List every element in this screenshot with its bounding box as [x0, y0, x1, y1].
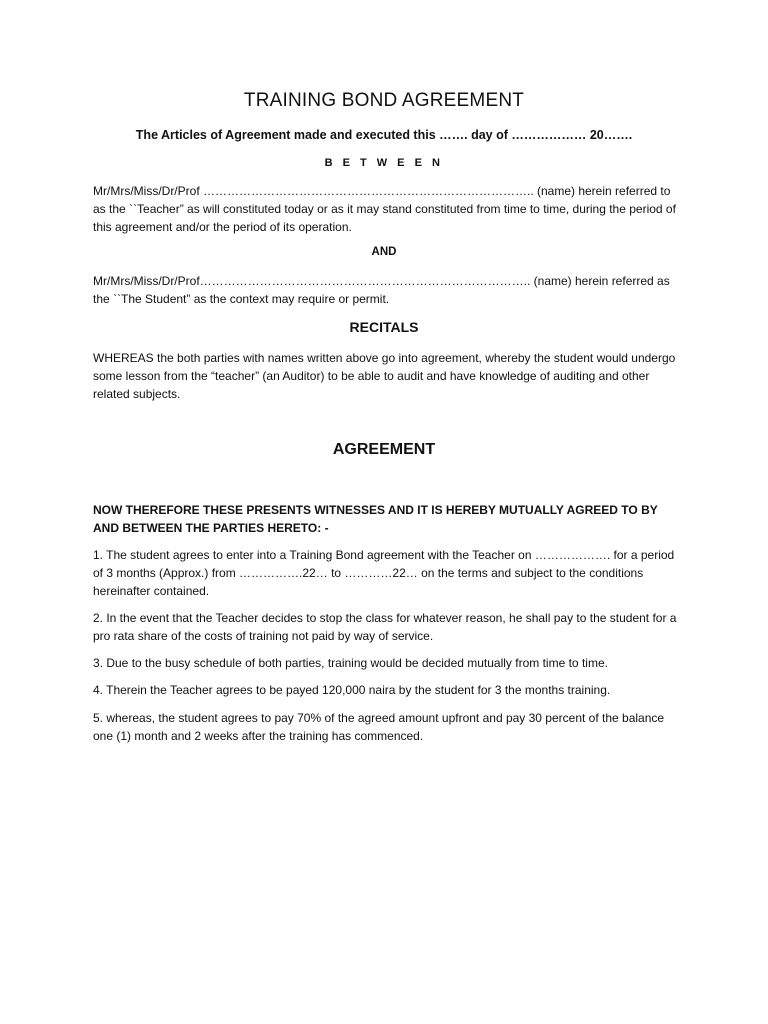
clause-1: 1. The student agrees to enter into a Training Bond agreement with the Teacher on ………………. for a period of 3 months (Approx.) from …………….22… to …………22… on the terms and subject to the conditions hereinafter contained. [93, 548, 675, 598]
witness-paragraph: NOW THEREFORE THESE PRESENTS WITNESSES AND IT IS HEREBY MUTUALLY AGREED TO BY AND BETWEEN THE PARTIES HERETO: - [93, 503, 658, 535]
recitals-heading: RECITALS [349, 319, 419, 335]
recitals-paragraph: WHEREAS the both parties with names written above go into agreement, whereby the student would undergo some lesson from the “teacher” (an Auditor) to be able to audit and have knowledge of auditing and other related subjects. [93, 351, 676, 401]
clause-3: 3. Due to the busy schedule of both parties, training would be decided mutually from time to time. [93, 656, 608, 670]
agreement-date-line: The Articles of Agreement made and executed this ……. day of ……………… 20……. [135, 128, 633, 142]
agreement-heading: AGREEMENT [332, 441, 436, 458]
between-heading: B E T W E E N [324, 157, 444, 169]
student-party-paragraph: Mr/Mrs/Miss/Dr/Prof……………………………………………………………………….. (name) herein referred as the ``The Student” as the context may require or permit. [93, 274, 670, 306]
clause-2: 2. In the event that the Teacher decides to stop the class for whatever reason, he shall pay to the student for a pro rata share of the costs of training not paid by way of service. [93, 611, 677, 643]
and-heading: AND [371, 246, 397, 258]
teacher-party-paragraph: Mr/Mrs/Miss/Dr/Prof ……………………………………………………………………….. (name) herein referred to as the ``Teacher” as will constituted today or as it may stand constituted from time to time, during the period of this agreement and/or the period of its operation. [93, 184, 676, 234]
clause-5: 5. whereas, the student agrees to pay 70% of the agreed amount upfront and pay 30 percent of the balance one (1) month and 2 weeks after the training has commenced. [93, 711, 665, 743]
document-title: TRAINING BOND AGREEMENT [243, 90, 525, 111]
clause-4: 4. Therein the Teacher agrees to be payed 120,000 naira by the student for 3 the months training. [93, 683, 611, 697]
